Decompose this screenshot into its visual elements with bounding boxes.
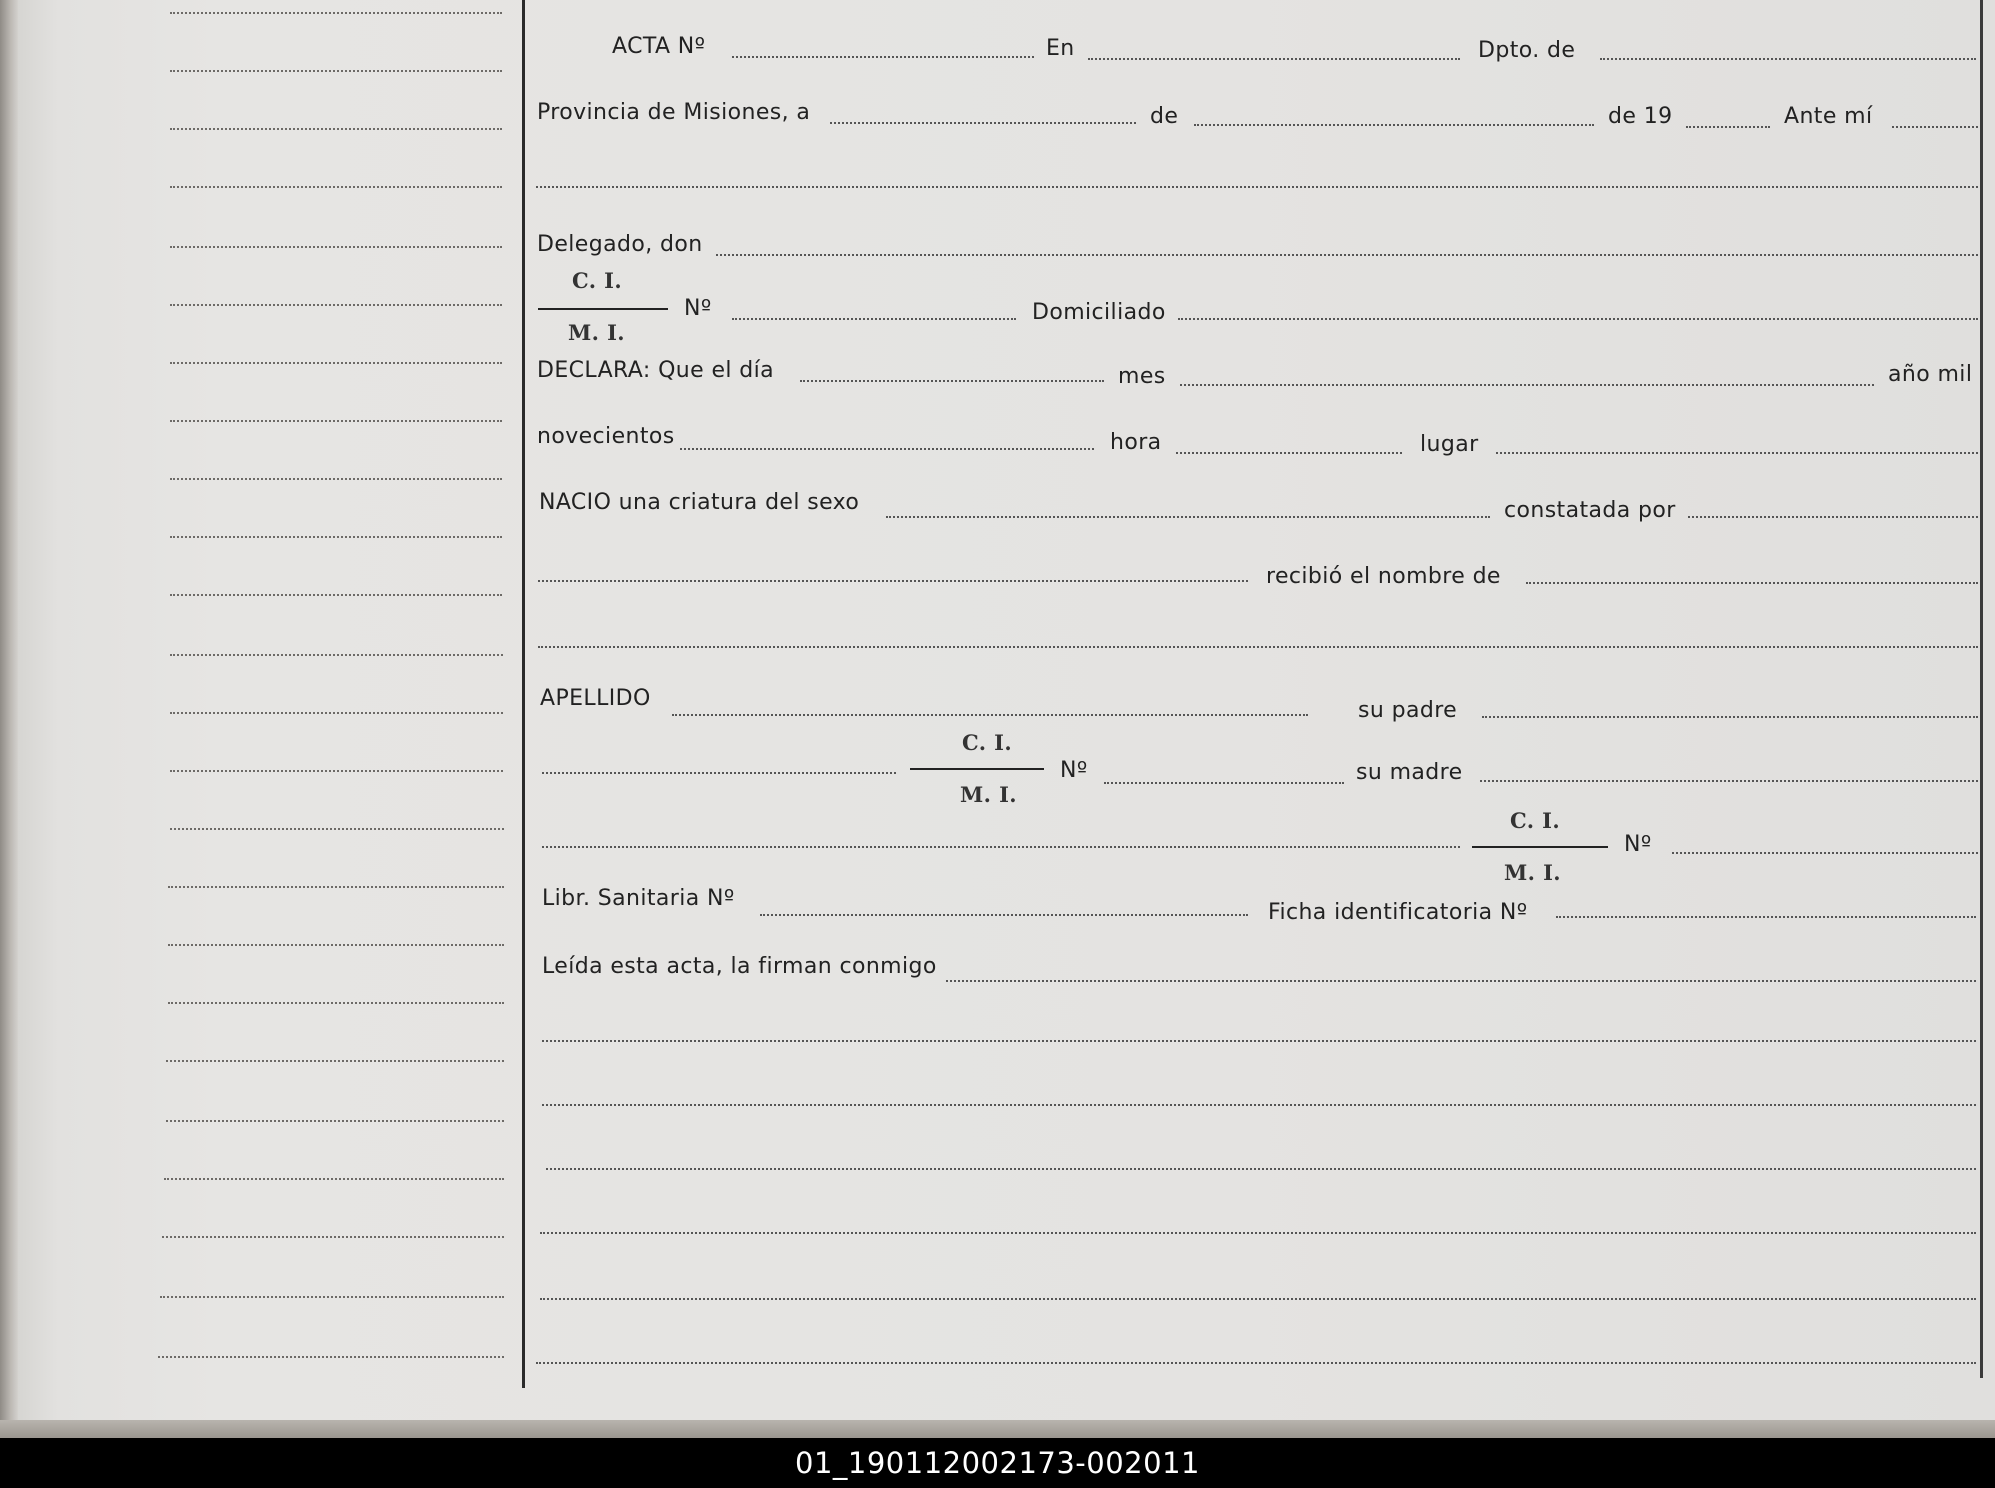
ci-label: C. I.	[572, 268, 623, 293]
stub-line[interactable]	[170, 536, 502, 538]
stub-line[interactable]	[164, 1178, 504, 1180]
lugar-field[interactable]	[1496, 452, 1978, 454]
fecha-dia-field[interactable]	[830, 122, 1136, 124]
no-label: Nº	[684, 296, 712, 321]
constatada-field[interactable]	[1688, 516, 1978, 518]
ficha-label: Ficha identificatoria Nº	[1268, 900, 1528, 925]
stub-divider-rule	[522, 0, 525, 1388]
stub-line[interactable]	[170, 478, 502, 480]
ante-label: Ante mí	[1784, 104, 1873, 129]
no-label: Nº	[1060, 758, 1088, 783]
stub-line[interactable]	[170, 362, 502, 364]
nacimiento-dia-field[interactable]	[800, 380, 1104, 382]
acta-label: ACTA Nº	[612, 34, 706, 59]
declara-label: DECLARA: Que el día	[537, 358, 775, 383]
stub-line[interactable]	[170, 246, 502, 248]
dpto-label: Dpto. de	[1478, 38, 1576, 63]
signature-line[interactable]	[540, 1298, 1976, 1300]
stub-line[interactable]	[170, 420, 502, 422]
mi-label: M. I.	[568, 320, 626, 345]
provincia-label: Provincia de Misiones, a	[537, 100, 811, 125]
padre-ci-number-field[interactable]	[1104, 782, 1344, 784]
no-label: Nº	[1624, 832, 1652, 857]
signature-line[interactable]	[540, 1232, 1976, 1234]
stub-line[interactable]	[170, 594, 502, 596]
leida-label: Leída esta acta, la firman conmigo	[542, 954, 937, 979]
ci-mi-fraction-line	[538, 308, 668, 310]
image-code-caption: 01_190112002173-002011	[0, 1438, 1995, 1488]
ci-mi-fraction-line	[910, 768, 1044, 770]
recibio-label: recibió el nombre de	[1266, 564, 1501, 589]
stub-line[interactable]	[170, 304, 502, 306]
stub-line[interactable]	[166, 1120, 504, 1122]
stub-line[interactable]	[158, 1356, 504, 1358]
stub-line[interactable]	[170, 186, 502, 188]
right-margin-rule	[1980, 0, 1983, 1378]
constatada-continuation-field[interactable]	[538, 580, 1248, 582]
libr-label: Libr. Sanitaria Nº	[542, 886, 735, 911]
nacimiento-mes-field[interactable]	[1180, 384, 1874, 386]
padre-continuation-field[interactable]	[542, 772, 896, 774]
firmantes-field[interactable]	[946, 980, 1976, 982]
form-page	[18, 0, 1995, 1420]
delegado-field[interactable]	[716, 254, 1978, 256]
stub-line[interactable]	[168, 1002, 504, 1004]
signature-line[interactable]	[536, 1362, 1976, 1364]
ante-continuation-field[interactable]	[536, 186, 1978, 188]
stub-line[interactable]	[168, 886, 504, 888]
madre-ci-number-field[interactable]	[1672, 852, 1978, 854]
nacio-label: NACIO una criatura del sexo	[539, 490, 860, 515]
madre-label: su madre	[1356, 760, 1463, 785]
apellido-label: APELLIDO	[540, 686, 651, 711]
stub-line[interactable]	[170, 770, 503, 772]
mi-label: M. I.	[960, 782, 1018, 807]
page-bottom-edge	[0, 1420, 1995, 1438]
stub-line[interactable]	[170, 712, 503, 714]
stub-line[interactable]	[170, 128, 502, 130]
en-field[interactable]	[1088, 58, 1460, 60]
nombre-field[interactable]	[1526, 582, 1978, 584]
signature-line[interactable]	[542, 1104, 1976, 1106]
fecha-ano-field[interactable]	[1686, 126, 1770, 128]
en-label: En	[1046, 36, 1075, 61]
stub-line[interactable]	[170, 70, 502, 72]
nombre-continuation-field[interactable]	[538, 646, 1978, 648]
mes-label: mes	[1118, 364, 1166, 389]
book-spine-edge	[0, 0, 18, 1420]
signature-line[interactable]	[542, 1040, 1976, 1042]
stub-line[interactable]	[170, 828, 504, 830]
apellido-field[interactable]	[672, 714, 1308, 716]
ficha-identificatoria-field[interactable]	[1556, 916, 1976, 918]
stub-line[interactable]	[170, 12, 502, 14]
madre-field[interactable]	[1480, 780, 1978, 782]
ci-label: C. I.	[1510, 808, 1561, 833]
de-label: de	[1150, 104, 1179, 129]
stub-line[interactable]	[160, 1296, 504, 1298]
ci-mi-fraction-line	[1472, 846, 1608, 848]
dpto-field[interactable]	[1600, 58, 1976, 60]
hora-label: hora	[1110, 430, 1162, 455]
stub-line[interactable]	[170, 654, 503, 656]
delegado-label: Delegado, don	[537, 232, 703, 257]
libreta-sanitaria-field[interactable]	[760, 914, 1248, 916]
stub-line[interactable]	[166, 1060, 504, 1062]
domiciliado-label: Domiciliado	[1032, 300, 1166, 325]
padre-field[interactable]	[1482, 716, 1978, 718]
de19-label: de 19	[1608, 104, 1673, 129]
acta-number-field[interactable]	[732, 56, 1034, 58]
signature-line[interactable]	[546, 1168, 1976, 1170]
nacimiento-ano-field[interactable]	[680, 448, 1094, 450]
delegado-ci-number-field[interactable]	[732, 318, 1016, 320]
novecientos-label: novecientos	[537, 424, 675, 449]
madre-continuation-field[interactable]	[542, 846, 1460, 848]
ante-field[interactable]	[1892, 126, 1978, 128]
ci-label: C. I.	[962, 730, 1013, 755]
stub-line[interactable]	[168, 944, 504, 946]
hora-field[interactable]	[1176, 452, 1402, 454]
mi-label: M. I.	[1504, 860, 1562, 885]
sexo-field[interactable]	[886, 516, 1490, 518]
fecha-mes-field[interactable]	[1194, 124, 1594, 126]
constatada-label: constatada por	[1504, 498, 1676, 523]
padre-label: su padre	[1358, 698, 1458, 723]
domiciliado-field[interactable]	[1178, 318, 1978, 320]
stub-line[interactable]	[162, 1236, 504, 1238]
ano-label: año mil	[1888, 362, 1973, 387]
lugar-label: lugar	[1420, 432, 1479, 457]
